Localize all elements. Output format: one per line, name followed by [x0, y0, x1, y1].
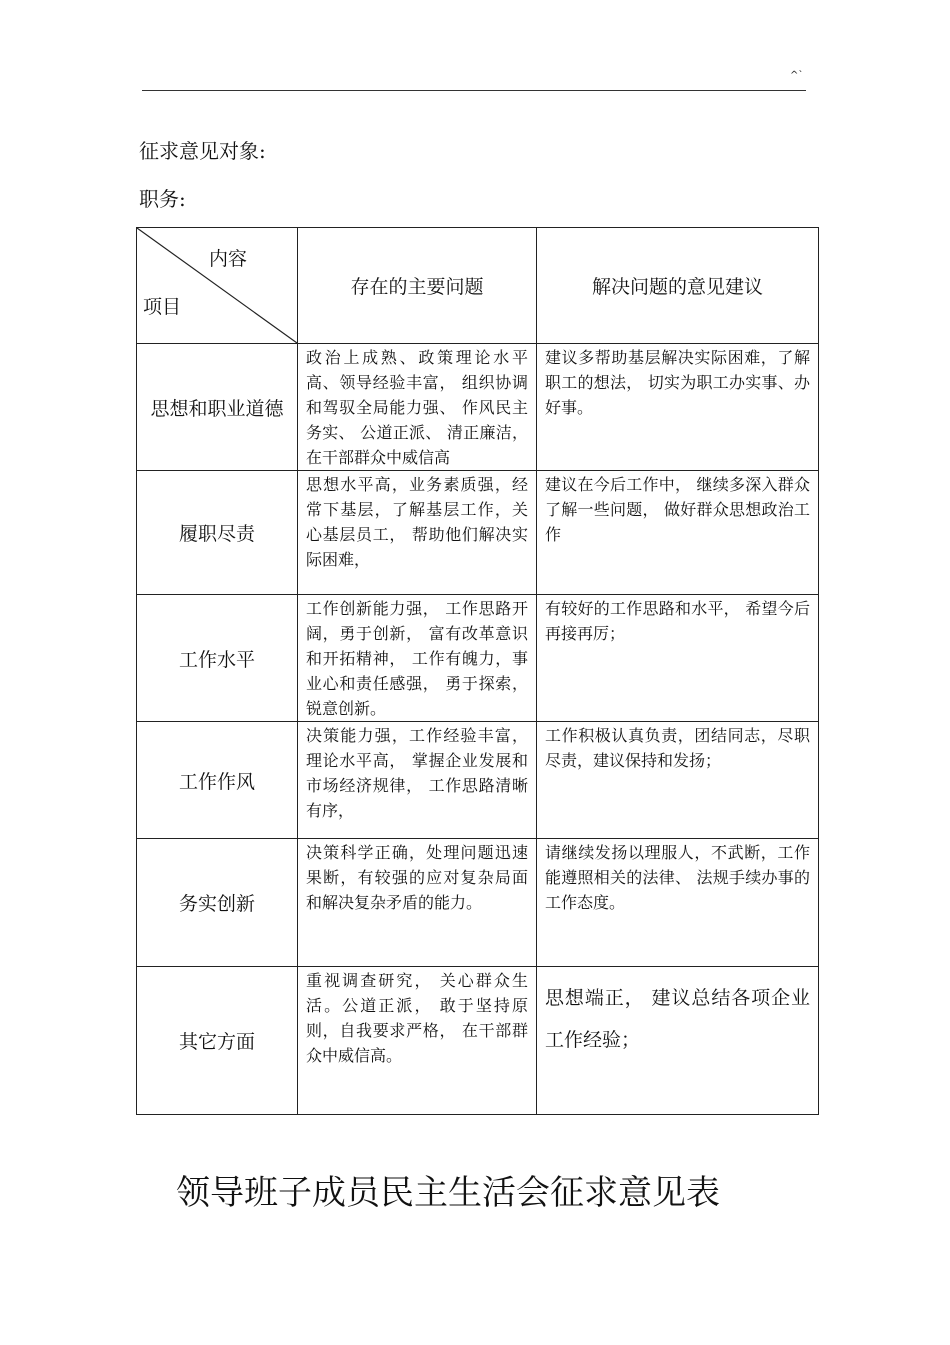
row-suggestions: 请继续发扬以理服人，不武断，工作能遵照相关的法律、 法规手续办事的工作态度。 — [537, 839, 819, 967]
row-problems: 重视调查研究， 关心群众生活。公道正派， 敢于坚持原则，自我要求严格， 在干部群众中威信高。 — [298, 967, 537, 1115]
document-title-text: 领导班子成员民主生活会征求意见表 — [176, 1173, 720, 1213]
table-row — [137, 595, 819, 722]
row-problems: 决策能力强，工作经验丰富，理论水平高， 掌握企业发展和市场经济规律， 工作思路清晰有序， — [298, 722, 537, 839]
table-header-row — [137, 228, 819, 344]
row-item: 履职尽责 — [137, 471, 298, 595]
row-problems: 决策科学正确，处理问题迅速果断，有较强的应对复杂局面和解决复杂矛盾的能力。 — [298, 839, 537, 967]
table-row — [137, 471, 819, 595]
table-row — [137, 344, 819, 471]
position-label: 职务: — [139, 187, 186, 211]
corner-item-label: 项目 — [143, 296, 182, 318]
row-problems: 思想水平高，业务素质强，经常下基层，了解基层工作，关心基层员工， 帮助他们解决实际困难， — [298, 471, 537, 595]
row-item: 其它方面 — [137, 967, 298, 1115]
corner-cell — [137, 228, 298, 344]
header-mark: ^` — [790, 70, 804, 81]
row-suggestions: 建议在今后工作中， 继续多深入群众了解一些问题， 做好群众思想政治工作 — [537, 471, 819, 595]
opinion-table — [136, 227, 819, 1115]
row-suggestions: 思想端正， 建议总结各项企业工作经验； — [537, 967, 819, 1115]
row-problems: 政治上成熟、政策理论水平高、领导经验丰富， 组织协调和驾驭全局能力强、 作风民主务实、 公道正派、 清正廉洁，在干部群众中威信高 — [298, 344, 537, 471]
row-item: 工作作风 — [137, 722, 298, 839]
table-row — [137, 967, 819, 1115]
table-row — [137, 839, 819, 967]
header-rule — [142, 90, 806, 91]
row-problems: 工作创新能力强， 工作思路开阔，勇于创新， 富有改革意识和开拓精神， 工作有魄力，事业心和责任感强， 勇于探索，锐意创新。 — [298, 595, 537, 722]
row-item: 工作水平 — [137, 595, 298, 722]
row-suggestions: 有较好的工作思路和水平， 希望今后再接再厉； — [537, 595, 819, 722]
row-suggestions: 工作积极认真负责，团结同志，尽职尽责，建议保持和发扬； — [537, 722, 819, 839]
row-suggestions: 建议多帮助基层解决实际困难，了解职工的想法， 切实为职工办实事、办好事。 — [537, 344, 819, 471]
suggestions-header: 解决问题的意见建议 — [537, 228, 819, 344]
row-item: 务实创新 — [137, 839, 298, 967]
corner-content-label: 内容 — [209, 248, 248, 270]
problems-header: 存在的主要问题 — [298, 228, 537, 344]
table-row — [137, 722, 819, 839]
target-label: 征求意见对象: — [139, 139, 266, 163]
row-item: 思想和职业道德 — [137, 344, 298, 471]
document-title — [0, 1165, 950, 1214]
